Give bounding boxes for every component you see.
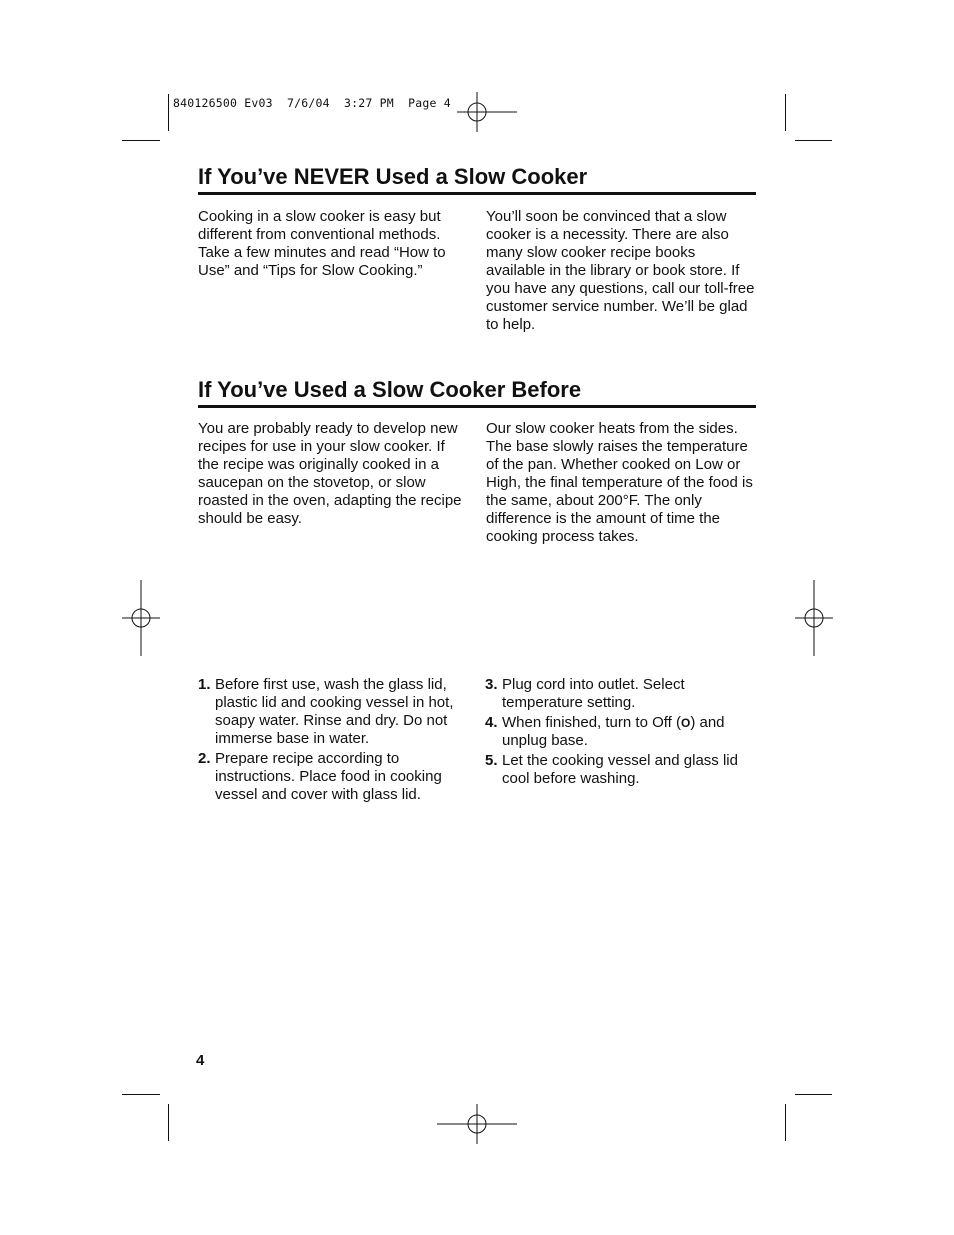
registration-mark-icon bbox=[122, 580, 160, 656]
off-symbol-icon: O bbox=[680, 716, 691, 730]
used-before-right-column bbox=[486, 420, 758, 546]
section-heading-never-used: If You’ve NEVER Used a Slow Cooker bbox=[198, 164, 756, 195]
step-item bbox=[485, 752, 755, 788]
paragraph: Our slow cooker heats from the sides. The base slowly raises the temperature of the pan. Whether cooked on Low or High, the final temperature of the food is the same, about 200°F. The only difference is the amount of time the cooking process takes. bbox=[486, 420, 753, 545]
step-item bbox=[198, 676, 464, 748]
crop-mark bbox=[168, 94, 169, 131]
crop-mark bbox=[795, 1094, 832, 1095]
step-item bbox=[198, 750, 464, 804]
page-number: 4 bbox=[196, 1052, 205, 1069]
step-number: 1. bbox=[198, 676, 211, 693]
paragraph: Cooking in a slow cooker is easy but different from conventional methods. Take a few minutes and read “How to Use” and “Tips for Slow Cooking.” bbox=[198, 208, 446, 279]
steps-left-column bbox=[198, 676, 464, 806]
never-used-right-column bbox=[486, 208, 756, 334]
steps-right-column bbox=[485, 676, 755, 790]
step-text: Let the cooking vessel and glass lid cool before washing. bbox=[502, 752, 738, 787]
steps-list bbox=[485, 676, 755, 788]
crop-mark bbox=[785, 94, 786, 131]
step-text: Plug cord into outlet. Select temperature setting. bbox=[502, 676, 685, 711]
crop-mark bbox=[168, 1104, 169, 1141]
registration-mark-icon bbox=[457, 92, 517, 132]
step-text-after: ) and unplug base. bbox=[502, 714, 725, 749]
step-number: 2. bbox=[198, 750, 211, 767]
used-before-left-column bbox=[198, 420, 468, 528]
paragraph: You’ll soon be convinced that a slow cooker is a necessity. There are also many slow cooker recipe books available in the library or book store. If you have any questions, call our toll-free customer service number. We’ll be glad to help. bbox=[486, 208, 755, 333]
step-number: 5. bbox=[485, 752, 498, 769]
steps-list bbox=[198, 676, 464, 804]
never-used-left-column bbox=[198, 208, 460, 280]
paragraph: You are probably ready to develop new recipes for use in your slow cooker. If the recipe was originally cooked in a saucepan on the stovetop, or slow roasted in the oven, adapting the recipe should be easy. bbox=[198, 420, 462, 527]
step-text-before: When finished, turn to Off ( bbox=[502, 714, 681, 731]
step-text bbox=[502, 714, 725, 749]
step-item bbox=[485, 714, 755, 750]
registration-mark-icon bbox=[795, 580, 833, 656]
crop-mark bbox=[795, 140, 832, 141]
step-item bbox=[485, 676, 755, 712]
crop-mark bbox=[122, 1094, 160, 1095]
step-text: Before first use, wash the glass lid, plastic lid and cooking vessel in hot, soapy water. Rinse and dry. Do not immerse base in water. bbox=[215, 676, 454, 747]
crop-mark bbox=[122, 140, 160, 141]
registration-mark-icon bbox=[437, 1104, 517, 1144]
crop-mark bbox=[785, 1104, 786, 1141]
step-number: 3. bbox=[485, 676, 498, 693]
step-text: Prepare recipe according to instructions. Place food in cooking vessel and cover with glass lid. bbox=[215, 750, 442, 803]
step-number: 4. bbox=[485, 714, 498, 731]
section-heading-used-before: If You’ve Used a Slow Cooker Before bbox=[198, 377, 756, 408]
print-slug: 840126500 Ev03 7/6/04 3:27 PM Page 4 bbox=[173, 96, 451, 110]
